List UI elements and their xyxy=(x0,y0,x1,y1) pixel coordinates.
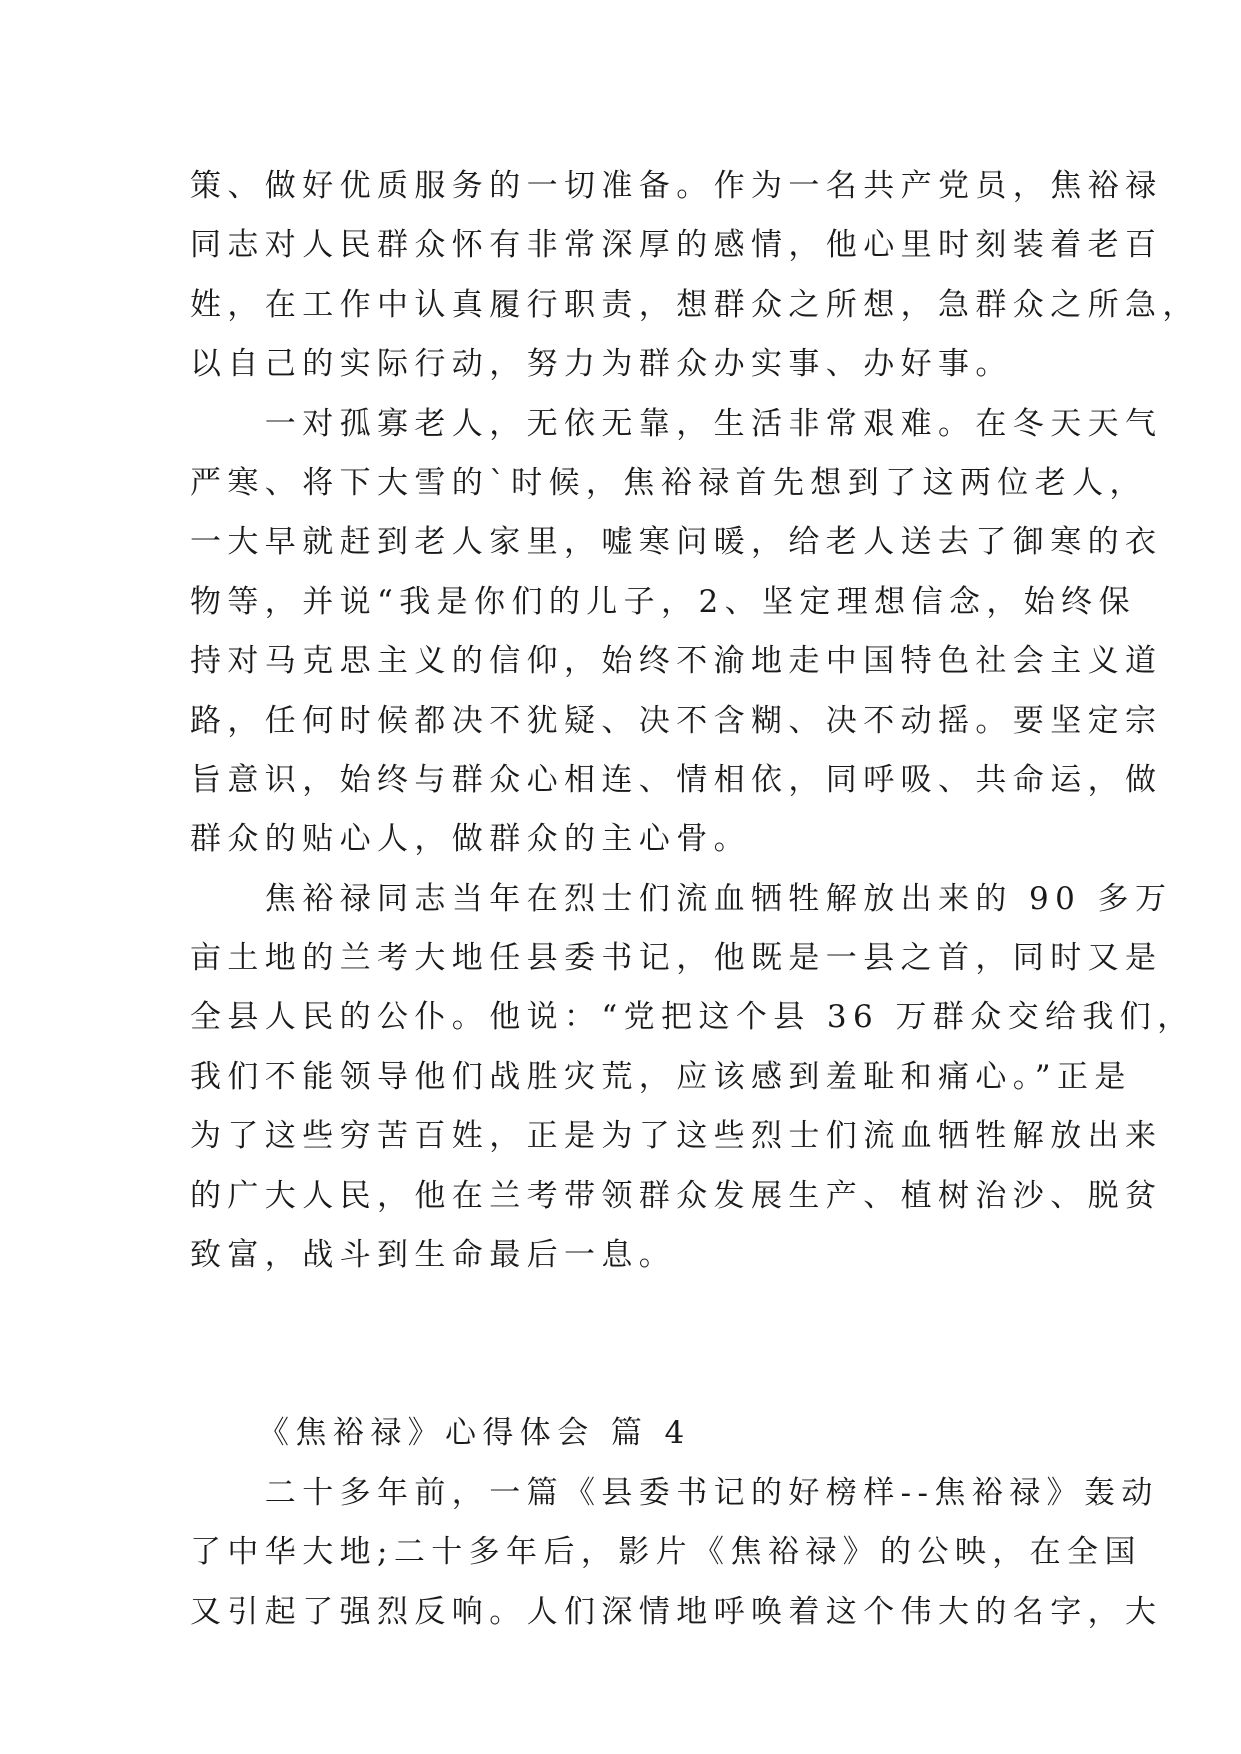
text-line: 焦裕禄同志当年在烈士们流血牺牲解放出来的 90 多万 xyxy=(190,880,1173,917)
text-line: 群众的贴心人，做群众的主心骨。 xyxy=(190,821,751,858)
text-line: 一对孤寡老人，无依无靠，生活非常艰难。在冬天天气 xyxy=(190,405,1163,442)
text-line: 致富，战斗到生命最后一息。 xyxy=(190,1237,677,1274)
paragraph-service xyxy=(190,157,1200,395)
document-page xyxy=(190,157,1200,1642)
text-line: 亩土地的兰考大地任县委书记，他既是一县之首，同时又是 xyxy=(190,940,1163,977)
text-line: 二十多年前，一篇《县委书记的好榜样--焦裕禄》轰动 xyxy=(190,1474,1159,1511)
text-line: 路，任何时候都决不犹疑、决不含糊、决不动摇。要坚定宗 xyxy=(190,702,1163,739)
section-spacer xyxy=(190,1285,1052,1404)
text-line: 又引起了强烈反响。人们深情地呼唤着这个伟大的名字，大 xyxy=(190,1593,1163,1630)
text-line: 姓，在工作中认真履行职责，想群众之所想，急群众之所急， xyxy=(190,286,1200,323)
text-line: 旨意识，始终与群众心相连、情相依，同呼吸、共命运，做 xyxy=(190,761,1163,798)
text-line: 我们不能领导他们战胜灾荒，应该感到羞耻和痛心。”正是 xyxy=(190,1058,1132,1095)
text-line: 一大早就赶到老人家里，嘘寒问暖，给老人送去了御寒的衣 xyxy=(190,524,1163,561)
paragraph-film xyxy=(190,1464,1163,1642)
text-line: 物等，并说“我是你们的儿子，2、坚定理想信念，始终保 xyxy=(190,583,1136,620)
text-line: 策、做好优质服务的一切准备。作为一名共产党员，焦裕禄 xyxy=(190,168,1163,204)
text-line: 了中华大地;二十多年后，影片《焦裕禄》的公映，在全国 xyxy=(190,1534,1142,1571)
text-line: 全县人民的公仆。他说：“党把这个县 36 万群众交给我们， xyxy=(190,999,1195,1036)
text-line: 同志对人民群众怀有非常深厚的感情，他心里时刻装着老百 xyxy=(190,227,1163,264)
text-line: 为了这些穷苦百姓，正是为了这些烈士们流血牺牲解放出来 xyxy=(190,1118,1163,1155)
paragraph-elderly xyxy=(190,395,1163,870)
section-heading: 《焦裕禄》心得体会 篇 4 xyxy=(258,1415,691,1452)
text-line: 严寒、将下大雪的`时候，焦裕禄首先想到了这两位老人， xyxy=(190,464,1147,501)
text-line: 的广大人民，他在兰考带领群众发展生产、植树治沙、脱贫 xyxy=(190,1177,1163,1214)
paragraph-lankao xyxy=(190,870,1195,1286)
text-line: 以自己的实际行动，努力为群众办实事、办好事。 xyxy=(190,346,1013,383)
text-line: 持对马克思主义的信仰，始终不渝地走中国特色社会主义道 xyxy=(190,643,1163,680)
